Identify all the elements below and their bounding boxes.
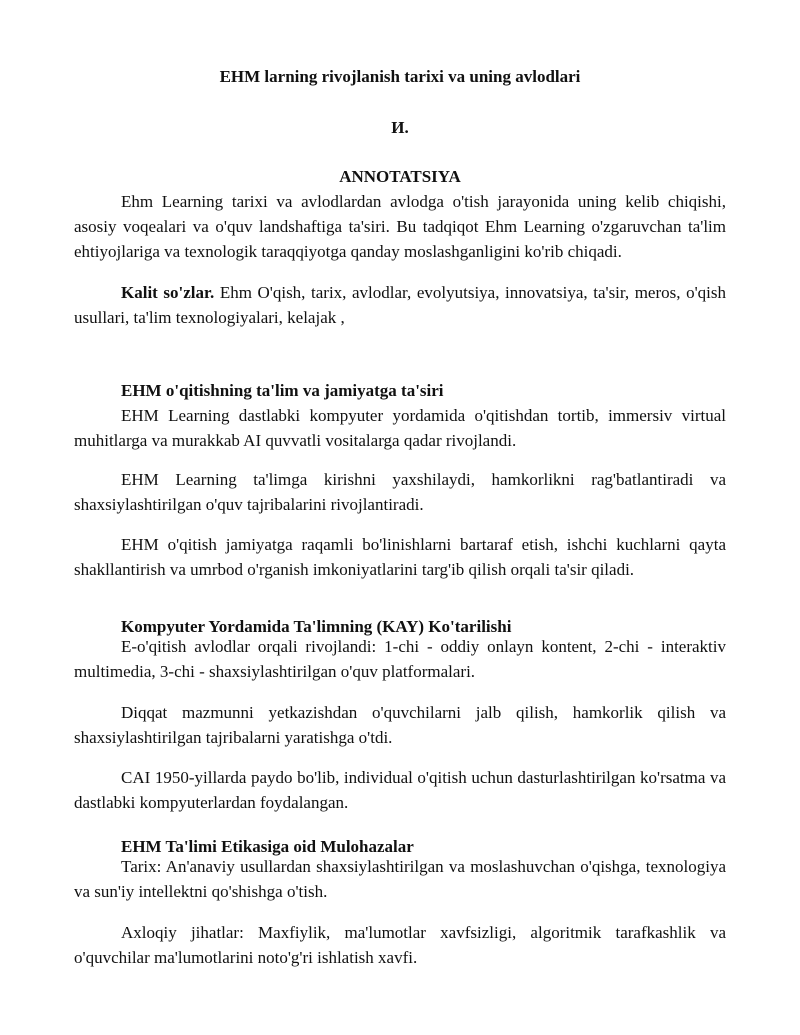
section2-paragraph-1: E-o'qitish avlodlar orqali rivojlandi: 1-chi - oddiy onlayn kontent, 2-chi - interaktiv multimedia, 3-chi - shaxsiylashtirilgan o'quv platformalari. xyxy=(74,637,726,681)
section-heading-ethics: EHM Ta'limi Etikasiga oid Mulohazalar xyxy=(121,837,414,856)
section-heading-impact: EHM o'qitishning ta'lim va jamiyatga ta'siri xyxy=(121,381,444,400)
keywords-paragraph xyxy=(74,280,726,330)
keywords-label: Kalit so'zlar. xyxy=(121,283,215,302)
keywords-text: Ehm O'qish, tarix, avlodlar, evolyutsiya, innovatsiya, ta'sir, meros, o'qish usullari, ta'lim texnologiyalari, kelajak , xyxy=(74,283,726,327)
section2-paragraph-2: Diqqat mazmunni yetkazishdan o'quvchilarni jalb qilish, hamkorlik qilish va shaxsiylashtirilgan tajribalarni yaratishga o'tdi. xyxy=(74,703,726,747)
annotation-heading: ANNOTATSIYA xyxy=(339,167,461,186)
annotation-paragraph: Ehm Learning tarixi va avlodlardan avlodga o'tish jarayonida uning kelib chiqishi, asosiy voqealari va o'quv landshaftiga ta'siri. Bu tadqiqot Ehm Learning o'zgaruvchan ta'lim ehtiyojlariga va texnologik taraqqiyotga qanday moslashganligini ko'rib chiqadi. xyxy=(74,192,726,261)
section1-paragraph-2: EHM Learning ta'limga kirishni yaxshilaydi, hamkorlikni rag'batlantiradi va shaxsiylashtirilgan o'quv tajribalarini rivojlantiradi. xyxy=(74,470,726,514)
section-heading-cai: Kompyuter Yordamida Ta'limning (KAY) Ko'tarilishi xyxy=(121,617,512,636)
section1-paragraph-1: EHM Learning dastlabki kompyuter yordamida o'qitishdan tortib, immersiv virtual muhitlarga va murakkab AI quvvatli vositalarga qadar rivojlandi. xyxy=(74,406,726,450)
author-name: И. xyxy=(391,118,409,137)
section2-paragraph-3: CAI 1950-yillarda paydo bo'lib, individual o'qitish uchun dasturlashtirilgan ko'rsatma va dastlabki kompyuterlardan foydalangan. xyxy=(74,768,726,812)
section3-paragraph-2: Axloqiy jihatlar: Maxfiylik, ma'lumotlar xavfsizligi, algoritmik tarafkashlik va o'quvchilar ma'lumotlarini noto'g'ri ishlatish xavfi. xyxy=(74,923,726,967)
section3-paragraph-1: Tarix: An'anaviy usullardan shaxsiylashtirilgan va moslashuvchan o'qishga, texnologiya va sun'iy intellektni qo'shishga o'tish. xyxy=(74,857,726,901)
document-title: EHM larning rivojlanish tarixi va uning avlodlari xyxy=(219,67,581,86)
section1-paragraph-3: EHM o'qitish jamiyatga raqamli bo'linishlarni bartaraf etish, ishchi kuchlarni qayta shakllantirish va umrbod o'rganish imkoniyatlarini targ'ib qilish orqali ta'sir qiladi. xyxy=(74,535,726,579)
